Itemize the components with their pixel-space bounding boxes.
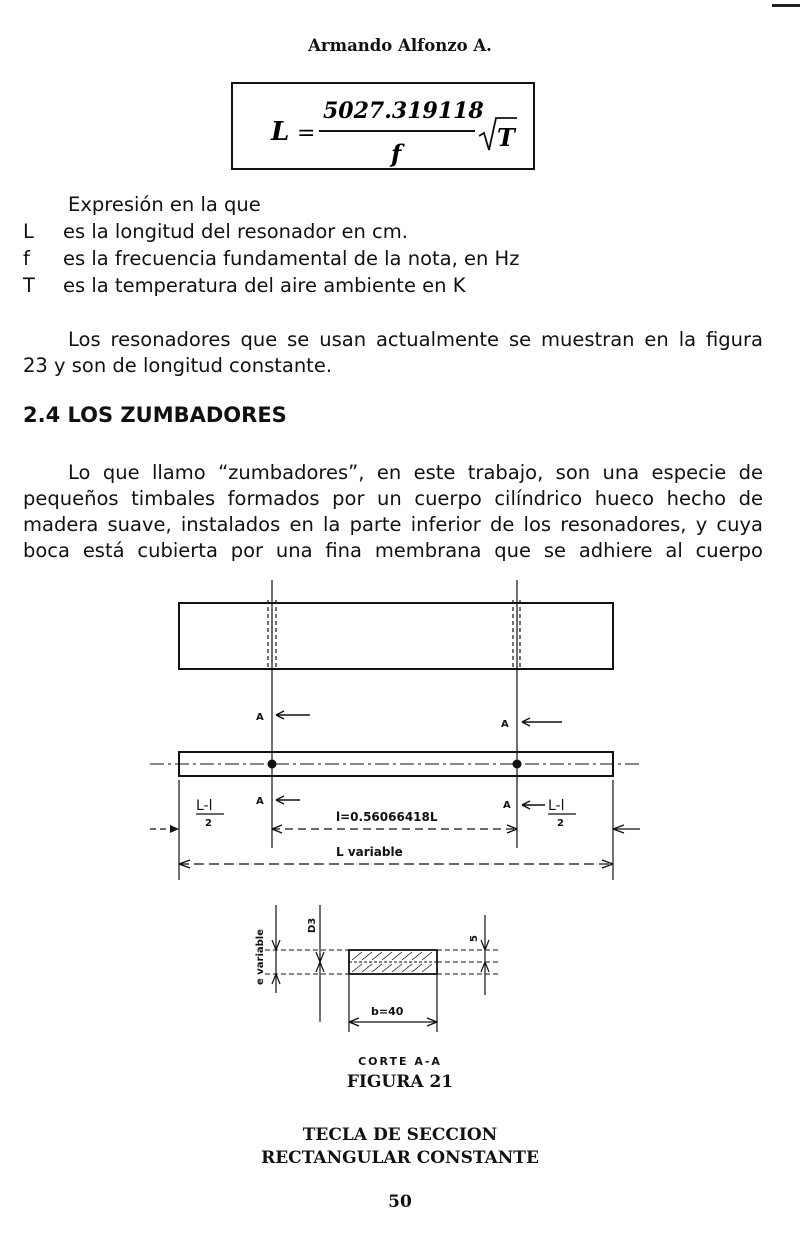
paragraph-zumbadores — [23, 460, 763, 564]
node-point — [513, 760, 522, 769]
half-gap-num-right: L-l — [548, 798, 565, 814]
figure-caption-line: RECTANGULAR CONSTANTE — [261, 1148, 539, 1168]
inner-length-label: l=0.56066418L — [336, 810, 438, 824]
formula-radicand: T — [497, 123, 515, 152]
width-label: b=40 — [371, 1005, 404, 1018]
formula-numerator: 5027.319118 — [323, 98, 484, 124]
section-title: 2.4 LOS ZUMBADORES — [23, 403, 287, 427]
paragraph-line: 23 y son de longitud constante. — [23, 354, 333, 377]
figure-caption-line: TECLA DE SECCION — [302, 1125, 498, 1145]
variable-symbol: f — [23, 247, 30, 270]
running-header: Armando Alfonzo A. — [308, 36, 492, 55]
formula-box — [231, 82, 535, 170]
variable-symbol: T — [23, 274, 35, 297]
section-mark: A — [503, 800, 511, 811]
node-point — [268, 760, 277, 769]
section-mark: A — [501, 719, 509, 730]
half-gap-den-left: 2 — [205, 818, 212, 829]
paragraph-line: Los resonadores que se usan actualmente se muestran en la figura — [68, 328, 763, 351]
half-gap-num-left: L-l — [196, 798, 213, 814]
d3-label: D3 — [307, 917, 318, 933]
section-mark: A — [256, 712, 264, 723]
variable-item — [23, 219, 408, 245]
paragraph-line: pequeños timbales formados por un cuerpo cilíndrico hueco hecho de — [23, 487, 763, 510]
paragraph-resonators — [23, 327, 763, 379]
section-caption: CORTE A-A — [358, 1055, 442, 1068]
formula-lhs: L — [271, 117, 290, 147]
variable-symbol: L — [23, 220, 34, 243]
key-top-view — [179, 603, 613, 669]
page-number: 50 — [388, 1192, 412, 1212]
half-gap-den-right: 2 — [557, 818, 564, 829]
thickness-label: e variable — [255, 928, 266, 985]
variable-item — [23, 246, 519, 272]
paragraph-line: boca está cubierta por una fina membrana que se adhiere al cuerpo — [23, 539, 763, 562]
variable-desc: es la frecuencia fundamental de la nota, en Hz — [63, 247, 520, 270]
formula — [233, 84, 533, 168]
figure-21-drawing — [0, 570, 800, 1050]
total-length-label: L variable — [336, 845, 403, 859]
paragraph-line: Lo que llamo “zumbadores”, en este trabajo, son una especie de — [68, 461, 763, 484]
formula-equals: = — [297, 121, 316, 146]
paragraph-line: madera suave, instalados en la parte inferior de los resonadores, y cuya — [23, 513, 763, 536]
figure-number: FIGURA 21 — [346, 1072, 454, 1092]
five-label: 5 — [469, 935, 480, 942]
page-edge-mark — [772, 4, 800, 7]
variable-desc: es la temperatura del aire ambiente en K — [63, 274, 466, 297]
intro-text: Expresión en la que — [68, 193, 261, 216]
section-mark: A — [256, 796, 264, 807]
formula-denominator: f — [391, 139, 402, 168]
variable-item — [23, 273, 466, 299]
variable-desc: es la longitud del resonador en cm. — [63, 220, 408, 243]
